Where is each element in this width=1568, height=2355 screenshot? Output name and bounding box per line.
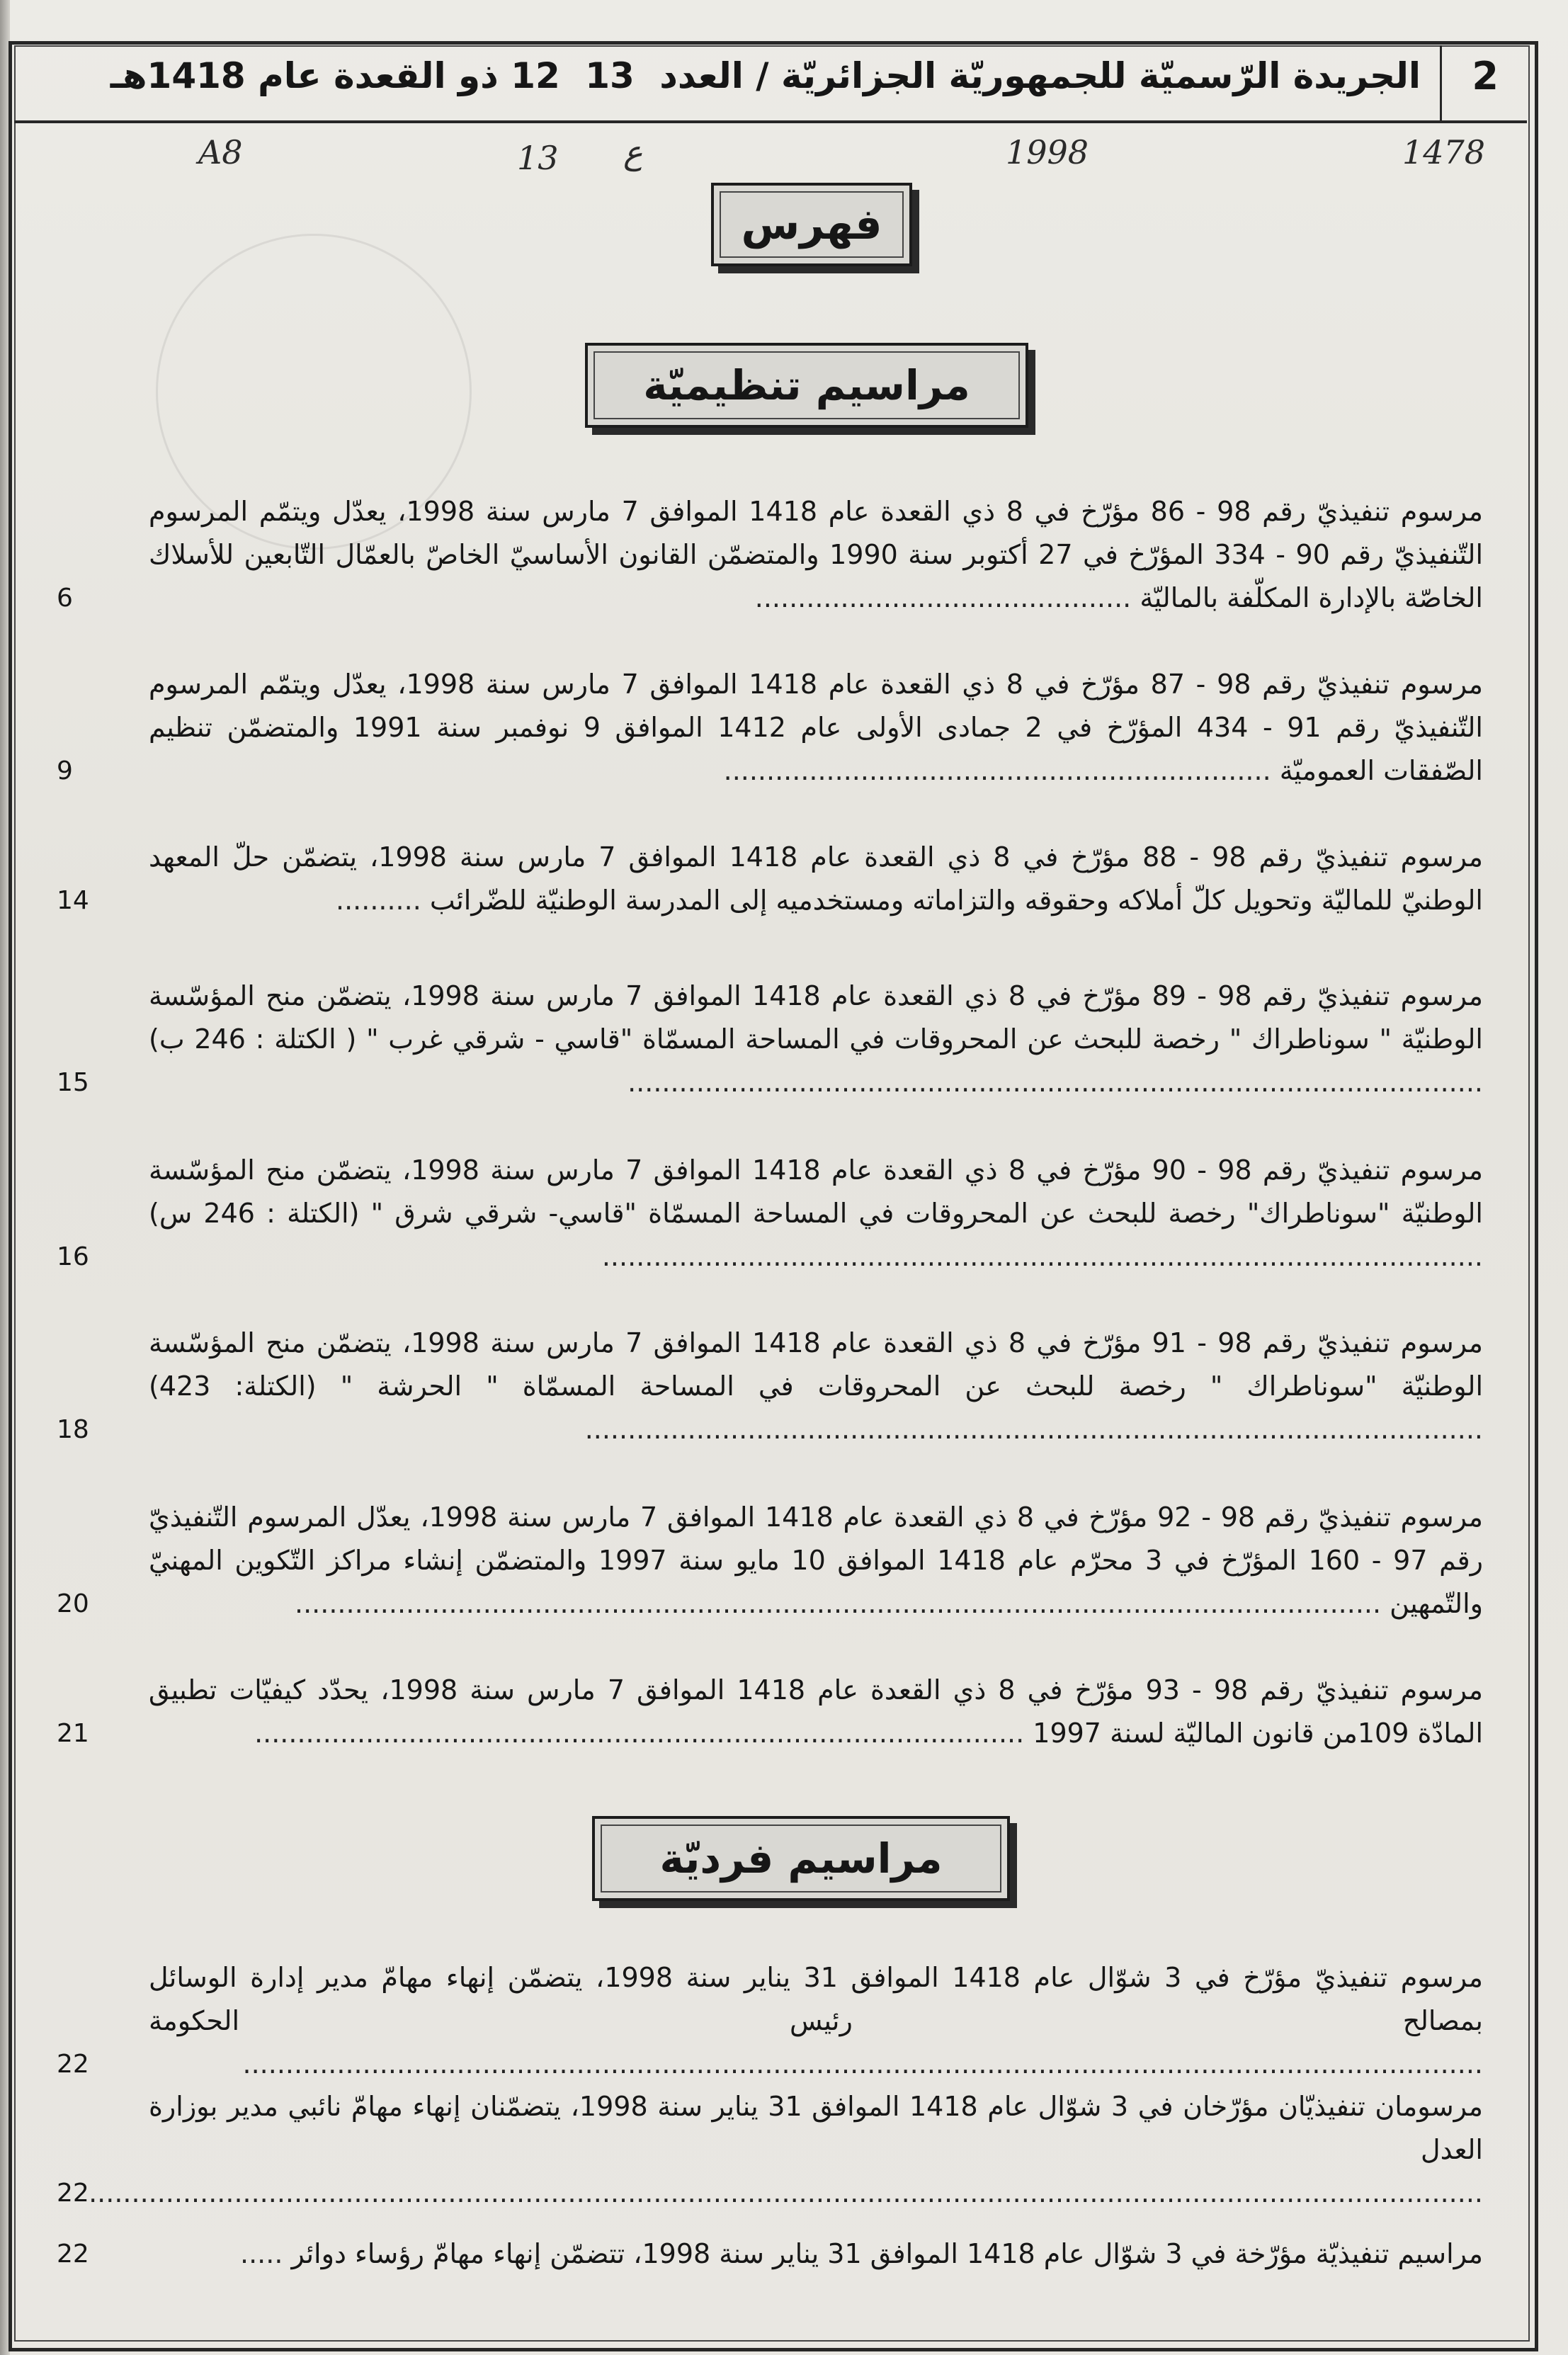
dot-leader: ................................................................................................................................................................... [89,2177,1483,2208]
header-title [98,55,1421,96]
toc-entry[interactable] [42,1496,1526,1625]
toc-entry[interactable] [42,1149,1526,1278]
entry-text: مرسوم تنفيذيّ رقم 98 - 87 مؤرّخ في 8 ذي القعدة عام 1418 الموافق 7 مارس سنة 1998، يعدّل ويتمّم المرسوم التّنفيذيّ رقم 91 - 434 المؤرّخ في 2 جمادى الأولى عام 1412 الموافق 9 نوفمبر سنة 1991 والمتضمّن تنظيم الصّفقات العموميّة [149,669,1484,786]
entry-text: مرسوم تنفيذيّ رقم 98 - 88 مؤرّخ في 8 ذي القعدة عام 1418 الموافق 7 مارس سنة 1998، يتضمّن حلّ المعهد الوطنيّ للماليّة وتحويل كلّ أملاكه وحقوقه والتزاماته ومستخدميه إلى المدرسة الوطنيّة للضّرائب [149,841,1483,916]
section-title: مراسيم تنظيميّة [643,361,970,409]
dot-leader: ................................................................................................................................................. [242,2048,1483,2079]
dot-leader: ................................................................ [723,755,1271,786]
entry-page-number: 21 [57,1719,89,1748]
section-title: مراسيم فرديّة [659,1834,943,1883]
entry-text: مرسوم تنفيذيّ رقم 98 - 92 مؤرّخ في 8 ذي القعدة عام 1418 الموافق 7 مارس سنة 1998، يعدّل المرسوم التّنفيذيّ رقم 97 - 160 المؤرّخ في 3 محرّم عام 1418 الموافق 10 مايو سنة 1997 والمتضمّن إنشاء مراكز التّكوين المهنيّ والتّمهين [149,1502,1483,1619]
dot-leader: ............................................................................................................................... [295,1588,1382,1619]
index-title: فهرس [741,200,882,249]
entry-page-number: 9 [57,756,73,785]
toc-entry[interactable] [42,975,1526,1104]
entry-text: مرسوم تنفيذيّ رقم 98 - 93 مؤرّخ في 8 ذي القعدة عام 1418 الموافق 7 مارس سنة 1998، يحدّد كيفيّات تطبيق المادّة 109من قانون الماليّة لسنة 1997 [149,1674,1483,1749]
issue-number: 13 [585,55,635,96]
toc-entry[interactable] [42,663,1526,793]
entry-text: مرسوم تنفيذيّ مؤرّخ في 3 شوّال عام 1418 الموافق 31 يناير سنة 1998، يتضمّن إنهاء مهامّ مدير إدارة الوسائل بمصالح رئيس الحكومة [149,1962,1484,2036]
dot-leader: .................................................................................................... [627,1067,1483,1098]
entry-text: مرسوم تنفيذيّ رقم 98 - 90 مؤرّخ في 8 ذي القعدة عام 1418 الموافق 7 مارس سنة 1998، يتضمّن منح المؤسّسة الوطنيّة "سوناطراك" رخصة للبحث عن المحروقات في المساحة المسمّاة "قاسي- شرقي شرق " (الكتلة : 246 س) [149,1154,1483,1229]
dot-leader: .......... [336,885,421,916]
toc-entry[interactable] [42,1956,1526,2086]
handwritten-note: 13 [517,139,559,177]
dot-leader: .......................................................................................... [254,1718,1025,1749]
toc-entry[interactable] [42,2232,1526,2276]
toc-entry[interactable] [42,836,1526,922]
section-title-box [592,1816,1010,1901]
entry-page-number: 18 [57,1415,89,1444]
toc-entry[interactable] [42,490,1526,620]
dot-leader: ..... [240,2238,283,2269]
entry-text: مرسوم تنفيذيّ رقم 98 - 91 مؤرّخ في 8 ذي القعدة عام 1418 الموافق 7 مارس سنة 1998، يتضمّن منح المؤسّسة الوطنيّة "سوناطراك " رخصة للبحث عن المحروقات في المساحة المسمّاة " الحرشة " (الكتلة: 423) [149,1327,1483,1402]
toc-entry[interactable] [42,1322,1526,1451]
entry-text: مرسومان تنفيذيّان مؤرّخان في 3 شوّال عام 1418 الموافق 31 يناير سنة 1998، يتضمّنان إنهاء مهامّ نائبي مدير بوزارة العدل [149,2091,1483,2165]
dot-leader: ......................................................................................................... [584,1414,1483,1445]
entry-page-number: 22 [57,2050,89,2079]
header-divider [1440,45,1442,120]
entry-page-number: 6 [57,584,73,613]
entry-page-number: 22 [57,2240,89,2269]
toc-entry[interactable] [42,1669,1526,1755]
index-title-box [711,183,912,266]
handwritten-note: ع [623,133,643,171]
section-title-box [585,343,1028,428]
entry-page-number: 16 [57,1242,89,1271]
issue-date: 12 ذو القعدة عام 1418هـ [110,55,560,96]
dot-leader: ............................................ [754,582,1132,613]
entry-page-number: 22 [57,2179,89,2208]
entry-text: مرسوم تنفيذيّ رقم 98 - 86 مؤرّخ في 8 ذي القعدة عام 1418 الموافق 7 مارس سنة 1998، يعدّل ويتمّم المرسوم التّنفيذيّ رقم 90 - 334 المؤرّخ في 27 أكتوبر سنة 1990 والمتضمّن القانون الأساسيّ الخاصّ بالعمّال التّابعين للأسلاك الخاصّة بالإدارة المكلّفة بالماليّة [149,496,1484,613]
entry-page-number: 20 [57,1589,89,1618]
gazette-title: الجريدة الرّسميّة للجمهوريّة الجزائريّة / العدد [659,55,1421,96]
entry-text: مراسيم تنفيذيّة مؤرّخة في 3 شوّال عام 1418 الموافق 31 يناير سنة 1998، تتضمّن إنهاء مهامّ رؤساء دوائر [291,2238,1483,2269]
handwritten-note: A8 [198,133,243,171]
entry-page-number: 14 [57,886,89,915]
entry-page-number: 15 [57,1068,89,1097]
handwritten-note: 1998 [1006,133,1089,171]
dot-leader: ....................................................................................................... [601,1241,1483,1272]
toc-entry[interactable] [42,2085,1526,2215]
entry-text: مرسوم تنفيذيّ رقم 98 - 89 مؤرّخ في 8 ذي القعدة عام 1418 الموافق 7 مارس سنة 1998، يتضمّن منح المؤسّسة الوطنيّة " سوناطراك " رخصة للبحث عن المحروقات في المساحة المسمّاة "قاسي - شرقي غرب " ( الكتلة : 246 ب) [149,980,1483,1055]
page-header [14,45,1527,123]
handwritten-note: 1478 [1402,133,1486,171]
page-number: 2 [1472,54,1499,98]
